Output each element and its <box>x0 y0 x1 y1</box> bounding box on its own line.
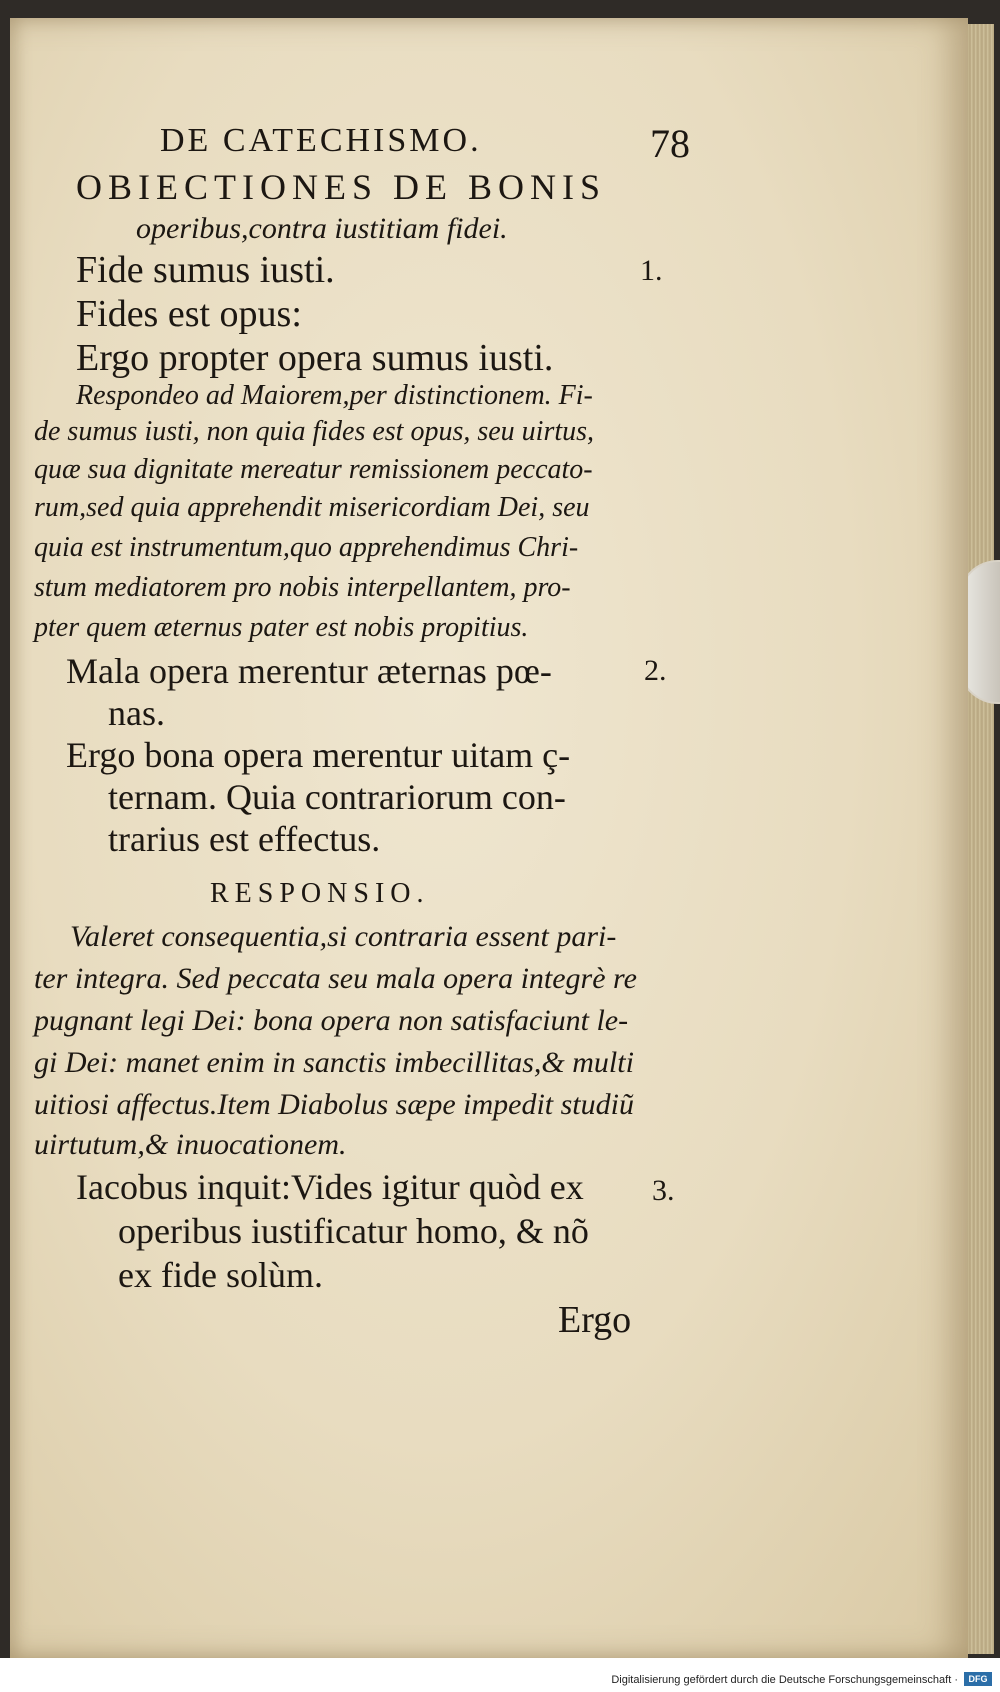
objection3-line: ex fide solùm. <box>118 1255 323 1295</box>
responsio-line: uitiosi affectus.Item Diabolus sæpe impedit studiũ <box>34 1088 634 1121</box>
responsio-line: Valeret consequentia,si contraria essent pari- <box>70 920 617 953</box>
footer-credit: Digitalisierung gefördert durch die Deutsche Forschungsgemeinschaft · <box>611 1674 958 1686</box>
margin-number-1: 1. <box>640 254 663 287</box>
objection2-line: nas. <box>108 693 165 733</box>
responsio-line: pugnant legi Dei: bona opera non satisfaciunt le- <box>34 1004 629 1037</box>
book-page <box>10 18 968 1658</box>
objection1-line: Fides est opus: <box>76 293 302 335</box>
answer1-line: de sumus iusti, non quia fides est opus, seu uirtus, <box>34 416 595 447</box>
catchword: Ergo <box>558 1299 632 1341</box>
objection3-line: operibus iustificatur homo, & nõ <box>118 1211 589 1251</box>
objection3-line: Iacobus inquit:Vides igitur quòd ex <box>76 1167 584 1207</box>
answer1-line: rum,sed quia apprehendit misericordiam Dei, seu <box>34 492 590 523</box>
page-edges <box>968 24 994 1654</box>
section-heading: OBIECTIONES DE BONIS <box>76 167 606 207</box>
answer1-line: quia est instrumentum,quo apprehendimus Chri- <box>34 532 579 563</box>
folio-number: 78 <box>650 121 690 166</box>
objection1-line: Ergo propter opera sumus iusti. <box>76 337 554 379</box>
margin-number-3: 3. <box>652 1174 675 1207</box>
answer1-line: quæ sua dignitate mereatur remissionem peccato- <box>34 454 593 485</box>
objection2-line: Ergo bona opera merentur uitam ç- <box>66 735 571 775</box>
objection2-line: trarius est effectus. <box>108 819 381 859</box>
responsio-line: uirtutum,& inuocationem. <box>34 1128 347 1161</box>
answer1-line: stum mediatorem pro nobis interpellantem, pro- <box>34 572 571 603</box>
responsio-line: ter integra. Sed peccata seu mala opera integrè re <box>34 962 637 995</box>
answer1-line: Respondeo ad Maiorem,per distinctionem. Fi- <box>76 380 593 411</box>
answer1-line: pter quem æternus pater est nobis propitius. <box>34 612 529 643</box>
objection2-line: Mala opera merentur æternas pœ- <box>66 651 552 691</box>
running-head: DE CATECHISMO. <box>160 122 482 159</box>
responsio-heading: RESPONSIO. <box>210 878 430 909</box>
dfg-logo: DFG <box>964 1672 992 1686</box>
objection2-line: ternam. Quia contrariorum con- <box>108 777 566 817</box>
margin-number-2: 2. <box>644 654 667 687</box>
responsio-line: gi Dei: manet enim in sanctis imbecillitas,& multi <box>34 1046 634 1079</box>
section-subheading: operibus,contra iustitiam fidei. <box>136 212 508 245</box>
objection1-line: Fide sumus iusti. <box>76 249 335 291</box>
